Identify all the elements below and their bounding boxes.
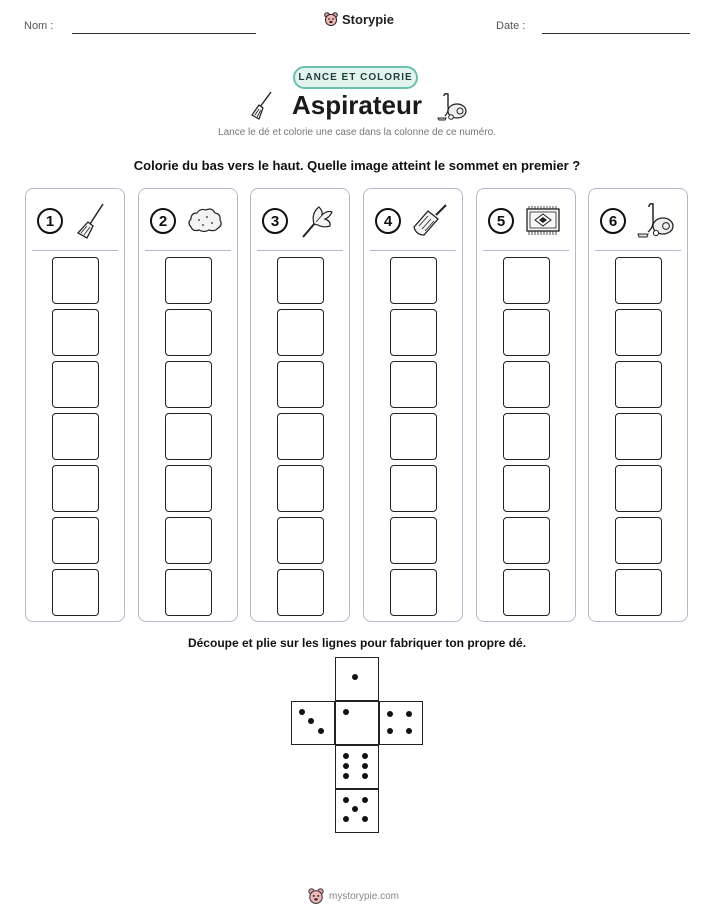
column-divider — [595, 250, 681, 251]
dice-pip — [318, 728, 324, 734]
dice-instruction: Découpe et plie sur les lignes pour fabriquer ton propre dé. — [187, 636, 527, 650]
color-box[interactable] — [503, 309, 550, 356]
dice-pip — [343, 816, 349, 822]
dice-face-1 — [335, 701, 379, 745]
column-divider — [145, 250, 231, 251]
column-divider — [483, 250, 569, 251]
bear-logo-icon — [308, 888, 324, 905]
color-box[interactable] — [390, 413, 437, 460]
footer-url[interactable]: mystorypie.com — [329, 891, 400, 902]
color-box[interactable] — [52, 257, 99, 304]
color-box[interactable] — [503, 361, 550, 408]
dice-pip — [299, 709, 305, 715]
color-box[interactable] — [615, 465, 662, 512]
vacuum-icon — [436, 92, 468, 127]
color-box[interactable] — [165, 413, 212, 460]
column-number: 1 — [37, 208, 63, 234]
dice-pip — [343, 753, 349, 759]
rug-icon — [523, 201, 563, 241]
dust-cloud-icon — [185, 201, 225, 241]
dice-face-3 — [291, 701, 335, 745]
color-box[interactable] — [390, 309, 437, 356]
column-number: 2 — [150, 208, 176, 234]
dice-pip — [343, 797, 349, 803]
column-divider — [32, 250, 118, 251]
bear-logo-icon — [324, 12, 338, 27]
color-box[interactable] — [277, 413, 324, 460]
color-box[interactable] — [165, 569, 212, 616]
footer — [308, 888, 399, 905]
color-box[interactable] — [503, 569, 550, 616]
date-line[interactable] — [542, 33, 690, 34]
dice-pip — [362, 763, 368, 769]
page-title: Aspirateur — [291, 90, 423, 120]
dice-face-1 — [335, 657, 379, 701]
color-box[interactable] — [277, 465, 324, 512]
dice-pip — [308, 718, 314, 724]
dustpan-icon — [410, 201, 450, 241]
color-box[interactable] — [503, 413, 550, 460]
dice-pip — [362, 773, 368, 779]
color-box[interactable] — [52, 569, 99, 616]
dice-face-6 — [335, 745, 379, 789]
column-number: 4 — [375, 208, 401, 234]
color-box[interactable] — [52, 465, 99, 512]
name-line[interactable] — [72, 33, 256, 34]
column-number: 3 — [262, 208, 288, 234]
color-box[interactable] — [390, 569, 437, 616]
color-box[interactable] — [615, 569, 662, 616]
color-box[interactable] — [165, 309, 212, 356]
column-1 — [25, 188, 125, 622]
color-box[interactable] — [52, 413, 99, 460]
subtitle: Lance le dé et colorie une case dans la colonne de ce numéro. — [218, 127, 496, 138]
color-box[interactable] — [52, 309, 99, 356]
color-box[interactable] — [615, 257, 662, 304]
color-box[interactable] — [390, 465, 437, 512]
color-box[interactable] — [503, 517, 550, 564]
dice-pip — [343, 773, 349, 779]
color-box[interactable] — [503, 257, 550, 304]
color-box[interactable] — [390, 257, 437, 304]
color-box[interactable] — [390, 517, 437, 564]
broom-icon — [72, 201, 112, 241]
column-3 — [250, 188, 350, 622]
color-box[interactable] — [615, 361, 662, 408]
feather-duster-icon — [297, 201, 337, 241]
color-box[interactable] — [615, 517, 662, 564]
color-box[interactable] — [52, 361, 99, 408]
dice-pip — [343, 763, 349, 769]
color-box[interactable] — [390, 361, 437, 408]
color-box[interactable] — [277, 257, 324, 304]
brand-name: Storypie — [342, 12, 395, 27]
dice-pip — [406, 711, 412, 717]
activity-badge: LANCE ET COLORIE — [293, 66, 418, 89]
color-box[interactable] — [277, 569, 324, 616]
dice-pip — [362, 797, 368, 803]
column-6 — [588, 188, 688, 622]
color-box[interactable] — [277, 517, 324, 564]
dice-pip — [387, 728, 393, 734]
instruction: Colorie du bas vers le haut. Quelle image atteint le sommet en premier ? — [133, 158, 581, 173]
date-label: Date : — [496, 20, 526, 32]
dice-face-4 — [379, 701, 423, 745]
brand — [324, 12, 394, 27]
dice-face-5 — [335, 789, 379, 833]
column-number: 6 — [600, 208, 626, 234]
vacuum-icon — [635, 201, 675, 241]
color-box[interactable] — [615, 309, 662, 356]
color-box[interactable] — [165, 257, 212, 304]
column-5 — [476, 188, 576, 622]
column-4 — [363, 188, 463, 622]
color-box[interactable] — [615, 413, 662, 460]
color-box[interactable] — [277, 361, 324, 408]
name-label: Nom : — [24, 20, 54, 32]
color-box[interactable] — [165, 517, 212, 564]
dice-pip — [406, 728, 412, 734]
column-divider — [370, 250, 456, 251]
color-box[interactable] — [165, 465, 212, 512]
dice-pip — [362, 816, 368, 822]
dice-pip — [352, 674, 358, 680]
column-number: 5 — [488, 208, 514, 234]
dice-pip — [343, 709, 349, 715]
dice-pip — [352, 806, 358, 812]
column-2 — [138, 188, 238, 622]
color-box[interactable] — [165, 361, 212, 408]
dice-pip — [387, 711, 393, 717]
column-divider — [257, 250, 343, 251]
color-box[interactable] — [277, 309, 324, 356]
color-box[interactable] — [503, 465, 550, 512]
color-box[interactable] — [52, 517, 99, 564]
dice-pip — [362, 753, 368, 759]
